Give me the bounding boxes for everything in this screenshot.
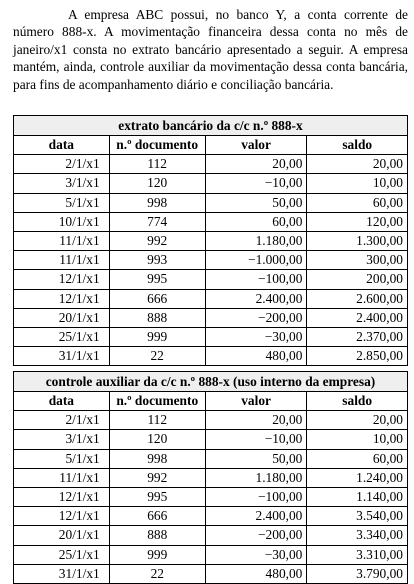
table-row — [14, 327, 408, 346]
header-document: n.º documento — [109, 136, 205, 155]
cell-balance: 20,00 — [307, 411, 408, 430]
cell-balance: 1.300,00 — [307, 231, 408, 250]
cell-document: 120 — [109, 430, 205, 449]
cell-balance: 2.850,00 — [307, 347, 408, 366]
cell-balance: 2.400,00 — [307, 308, 408, 327]
cell-date: 10/1/x1 — [14, 212, 110, 231]
cell-value: −1.000,00 — [205, 251, 307, 270]
cell-value: 480,00 — [205, 564, 307, 583]
cell-date: 20/1/x1 — [14, 308, 110, 327]
cell-balance: 60,00 — [307, 193, 408, 212]
bank-statement-table — [13, 115, 408, 366]
cell-date: 11/1/x1 — [14, 231, 110, 250]
header-value: valor — [205, 392, 307, 411]
cell-balance: 3.540,00 — [307, 507, 408, 526]
cell-value: 20,00 — [205, 155, 307, 174]
table-row — [14, 289, 408, 308]
cell-value: 1.180,00 — [205, 231, 307, 250]
table-row — [14, 430, 408, 449]
table-row — [14, 411, 408, 430]
cell-date: 25/1/x1 — [14, 327, 110, 346]
cell-document: 995 — [109, 487, 205, 506]
cell-document: 999 — [109, 327, 205, 346]
cell-document: 774 — [109, 212, 205, 231]
table-row — [14, 308, 408, 327]
cell-value: −200,00 — [205, 526, 307, 545]
cell-balance: 120,00 — [307, 212, 408, 231]
cell-value: 20,00 — [205, 411, 307, 430]
cell-document: 993 — [109, 251, 205, 270]
cell-balance: 3.310,00 — [307, 545, 408, 564]
cell-date: 5/1/x1 — [14, 449, 110, 468]
cell-value: 1.180,00 — [205, 468, 307, 487]
cell-document: 112 — [109, 155, 205, 174]
cell-date: 12/1/x1 — [14, 289, 110, 308]
cell-value: −100,00 — [205, 270, 307, 289]
cell-balance: 1.240,00 — [307, 468, 408, 487]
cell-balance: 60,00 — [307, 449, 408, 468]
table-row — [14, 155, 408, 174]
table-row — [14, 231, 408, 250]
cell-balance: 200,00 — [307, 270, 408, 289]
table-header-row — [14, 392, 408, 411]
cell-balance: 3.340,00 — [307, 526, 408, 545]
table-row — [14, 545, 408, 564]
header-balance: saldo — [307, 136, 408, 155]
table-row — [14, 193, 408, 212]
cell-value: 480,00 — [205, 347, 307, 366]
cell-document: 995 — [109, 270, 205, 289]
cell-document: 22 — [109, 564, 205, 583]
table-caption: controle auxiliar da c/c n.º 888-x (uso interno da empresa) — [14, 372, 408, 392]
cell-date: 11/1/x1 — [14, 468, 110, 487]
cell-date: 12/1/x1 — [14, 270, 110, 289]
cell-date: 2/1/x1 — [14, 411, 110, 430]
cell-balance: 1.140,00 — [307, 487, 408, 506]
cell-date: 20/1/x1 — [14, 526, 110, 545]
table-row — [14, 449, 408, 468]
cell-balance: 3.790,00 — [307, 564, 408, 583]
cell-document: 666 — [109, 289, 205, 308]
cell-date: 3/1/x1 — [14, 430, 110, 449]
cell-value: −30,00 — [205, 545, 307, 564]
cell-date: 11/1/x1 — [14, 251, 110, 270]
cell-date: 12/1/x1 — [14, 487, 110, 506]
table-row — [14, 270, 408, 289]
table-row — [14, 212, 408, 231]
cell-document: 992 — [109, 468, 205, 487]
table-row — [14, 347, 408, 366]
cell-value: −10,00 — [205, 174, 307, 193]
cell-value: 2.400,00 — [205, 289, 307, 308]
cell-date: 2/1/x1 — [14, 155, 110, 174]
cell-document: 998 — [109, 449, 205, 468]
cell-balance: 10,00 — [307, 430, 408, 449]
cell-date: 12/1/x1 — [14, 507, 110, 526]
header-date: data — [14, 392, 110, 411]
table-row — [14, 251, 408, 270]
cell-value: −200,00 — [205, 308, 307, 327]
cell-date: 3/1/x1 — [14, 174, 110, 193]
cell-balance: 2.600,00 — [307, 289, 408, 308]
table-header-row — [14, 136, 408, 155]
cell-balance: 2.370,00 — [307, 327, 408, 346]
cell-balance: 10,00 — [307, 174, 408, 193]
table-row — [14, 507, 408, 526]
table-row — [14, 526, 408, 545]
cell-date: 25/1/x1 — [14, 545, 110, 564]
cell-document: 999 — [109, 545, 205, 564]
cell-value: 50,00 — [205, 193, 307, 212]
cell-value: −10,00 — [205, 430, 307, 449]
cell-document: 992 — [109, 231, 205, 250]
header-document: n.º documento — [109, 392, 205, 411]
cell-date: 31/1/x1 — [14, 347, 110, 366]
cell-date: 31/1/x1 — [14, 564, 110, 583]
header-balance: saldo — [307, 392, 408, 411]
cell-value: 2.400,00 — [205, 507, 307, 526]
cell-value: 50,00 — [205, 449, 307, 468]
auxiliary-control-table — [13, 371, 408, 584]
cell-document: 22 — [109, 347, 205, 366]
table-row — [14, 487, 408, 506]
table-row — [14, 174, 408, 193]
table-caption: extrato bancário da c/c n.º 888-x — [14, 116, 408, 136]
cell-value: −30,00 — [205, 327, 307, 346]
header-value: valor — [205, 136, 307, 155]
cell-document: 998 — [109, 193, 205, 212]
table-row — [14, 468, 408, 487]
header-date: data — [14, 136, 110, 155]
cell-date: 5/1/x1 — [14, 193, 110, 212]
cell-document: 888 — [109, 308, 205, 327]
cell-document: 112 — [109, 411, 205, 430]
cell-document: 666 — [109, 507, 205, 526]
intro-paragraph — [13, 6, 408, 93]
cell-document: 888 — [109, 526, 205, 545]
cell-document: 120 — [109, 174, 205, 193]
cell-value: −100,00 — [205, 487, 307, 506]
cell-value: 60,00 — [205, 212, 307, 231]
cell-balance: 300,00 — [307, 251, 408, 270]
table-row — [14, 564, 408, 583]
cell-balance: 20,00 — [307, 155, 408, 174]
intro-text: A empresa ABC possui, no banco Y, a conta corrente de número 888-x. A movimentação financeira dessa conta no mês de janeiro/x1 consta no extrato bancário apresentado a seguir. A empresa mantém, ainda, controle auxiliar da movimentação dessa conta bancária, para fins de acompanhamento diário e conciliação bancária. — [13, 7, 408, 92]
